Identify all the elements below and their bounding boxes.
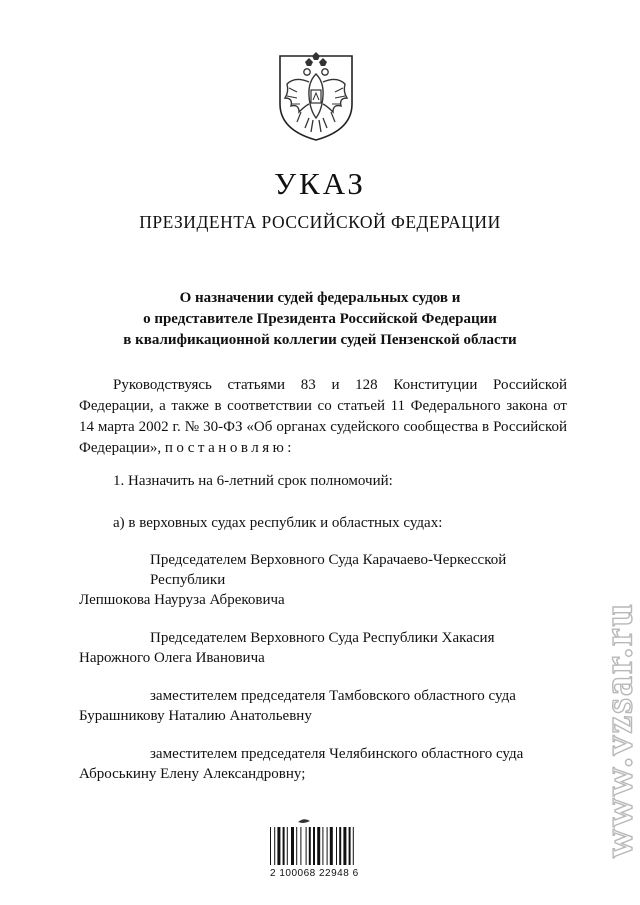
document-subtitle: ПРЕЗИДЕНТА РОССИЙСКОЙ ФЕДЕРАЦИИ bbox=[139, 212, 501, 232]
item-a: а) в верховных судах республик и областных судах: bbox=[113, 515, 443, 531]
appointment-1-position-cont: Республики bbox=[150, 572, 226, 588]
heading-line: в квалификационной коллегии судей Пензенской области bbox=[123, 332, 517, 348]
document-title: УКАЗ bbox=[274, 166, 366, 201]
heading-line: О назначении судей федеральных судов и bbox=[179, 290, 461, 306]
preamble-paragraph bbox=[79, 375, 567, 459]
decree-heading bbox=[60, 288, 580, 351]
appointment-2-name: Нарожного Олега Ивановича bbox=[79, 650, 265, 666]
coat-of-arms-icon bbox=[275, 52, 357, 142]
watermark bbox=[588, 565, 640, 895]
appointment-2-position: Председателем Верховного Суда Республики Хакасия bbox=[150, 630, 495, 646]
appointment-3-name: Бурашникову Наталию Анатольевну bbox=[79, 708, 312, 724]
appointment-4-name: Аброськину Елену Александровну; bbox=[79, 766, 306, 782]
appointment-3-position: заместителем председателя Тамбовского областного суда bbox=[150, 688, 516, 704]
barcode-number: 2 100068 22948 6 bbox=[270, 868, 359, 879]
preamble-text: Руководствуясь статьями 83 и 128 Конституции Российской Федерации, а также в соответствии со статьей 11 Федерального закона от 14 марта 2002 г. № 30-ФЗ «Об органах судейского сообщества в Российской Федерации», bbox=[79, 377, 567, 456]
heading-line: о представителе Президента Российской Федерации bbox=[143, 311, 497, 327]
watermark-text: www.vzsar.ru bbox=[595, 602, 640, 858]
appointment-4-position: заместителем председателя Челябинского областного суда bbox=[150, 746, 524, 762]
item-1: 1. Назначить на 6-летний срок полномочий: bbox=[113, 473, 393, 489]
appointment-1-position: Председателем Верховного Суда Карачаево-Черкесской bbox=[150, 552, 507, 568]
appointment-1-name: Лепшокова Науруза Абрековича bbox=[79, 592, 285, 608]
preamble-spaced-word: постановляю: bbox=[164, 440, 295, 456]
barcode-icon bbox=[268, 817, 368, 867]
